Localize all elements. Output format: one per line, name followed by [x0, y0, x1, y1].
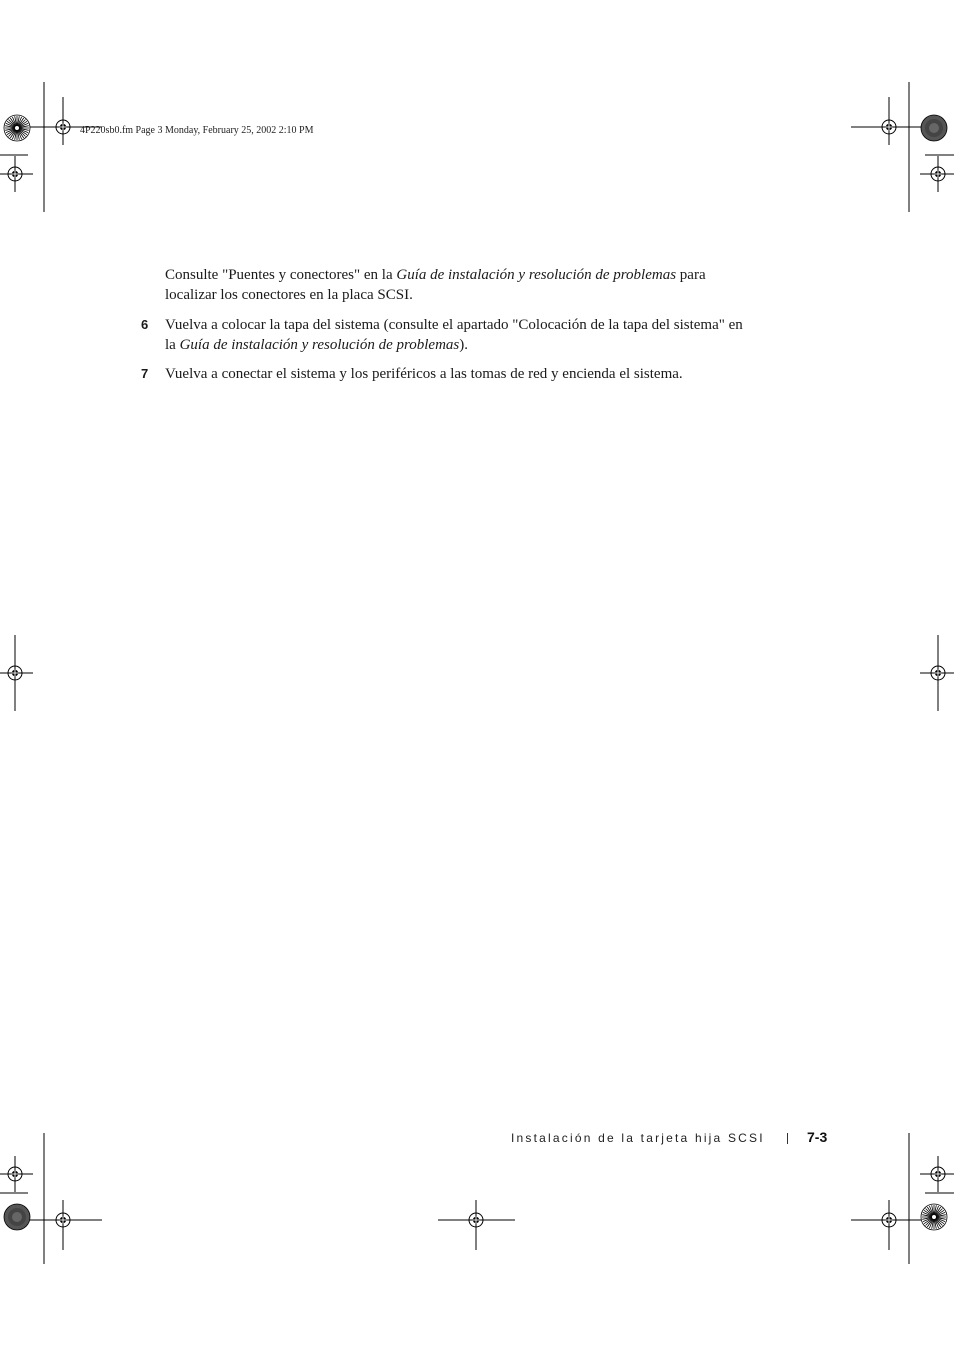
- intro-text-after: para localizar los conectores en la placa SCSI.: [165, 267, 706, 303]
- step-number: 7: [141, 366, 149, 381]
- step-7: [141, 364, 745, 384]
- intro-text-before: Consulte "Puentes y conectores" en la: [165, 267, 397, 283]
- step-number: 6: [141, 317, 149, 332]
- footer-chapter-title: Instalación de la tarjeta hija SCSI: [511, 1131, 765, 1145]
- guide-title-reference: Guía de instalación y resolución de problemas: [179, 337, 460, 353]
- step-text-before: Vuelva a colocar la tapa del sistema (consulte el apartado "Colocación de la tapa del sistema" en la: [165, 317, 743, 353]
- step-text-after: ).: [459, 337, 469, 353]
- page-body: [141, 265, 745, 393]
- step-6: [141, 315, 745, 355]
- footer-separator: [787, 1133, 788, 1144]
- page-number: 7-3: [807, 1129, 828, 1145]
- step-text: Vuelva a conectar el sistema y los periféricos a las tomas de red y encienda el sistema.: [165, 366, 683, 382]
- intro-paragraph: [165, 265, 745, 305]
- guide-title-reference: Guía de instalación y resolución de problemas: [396, 267, 677, 283]
- file-slug: 4P220sb0.fm Page 3 Monday, February 25, 2002 2:10 PM: [80, 125, 314, 136]
